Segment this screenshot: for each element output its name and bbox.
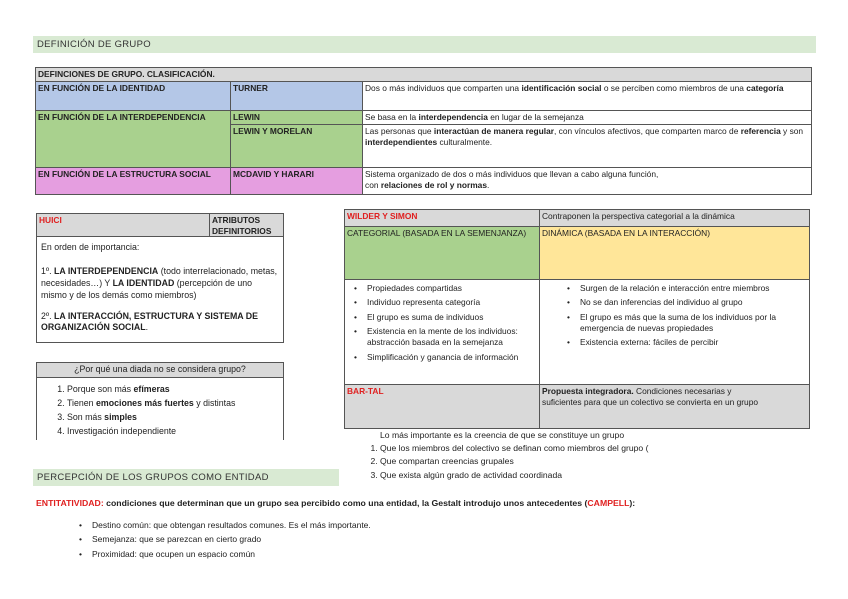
- def-bold: categoría: [746, 83, 784, 93]
- def-bold: interdependencia: [418, 112, 488, 122]
- point-bold: LA INTERDEPENDENCIA: [54, 265, 159, 276]
- author-lewin: [230, 110, 363, 125]
- diada-question: [36, 362, 284, 378]
- author-text: LEWIN: [233, 112, 260, 122]
- def-text: y son: [780, 126, 804, 136]
- def-bold: referencia: [740, 126, 781, 136]
- definition-lewin-morelan: [362, 124, 812, 168]
- author-turner: [230, 81, 363, 111]
- categorial-list: [347, 283, 535, 363]
- definitions-table: [35, 67, 815, 195]
- table-header: [35, 67, 812, 82]
- list-item: 1. Que los miembros del colectivo se definan como miembros del grupo (: [380, 443, 770, 455]
- diada-box: [36, 362, 284, 440]
- list-item: • Individuo representa categoría: [367, 297, 535, 308]
- wilder-desc: [539, 209, 810, 227]
- atributos-text: ATRIBUTOS DEFINITORIOS: [212, 215, 272, 237]
- bartal-desc-text: Condiciones necesarias y suficientes para que un colectivo se convierta en un grupo: [542, 386, 759, 408]
- category-text: EN FUNCIÓN DE LA ESTRUCTURA SOCIAL: [38, 169, 211, 179]
- categorial-list-cell: [344, 279, 540, 385]
- point-num: 2º.: [41, 310, 54, 321]
- table-header-text: DEFINCIONES DE GRUPO. CLASIFICACIÓN.: [38, 69, 215, 79]
- def-text: Dos o más individuos que comparten una: [365, 83, 522, 93]
- definition-turner: [362, 81, 812, 111]
- huici-atributos: [209, 213, 284, 237]
- item-bold: efímeras: [133, 384, 170, 394]
- diada-item: [67, 384, 281, 396]
- dinamica-header: [539, 226, 810, 280]
- dinamica-list-cell: [539, 279, 810, 385]
- def-bold: interactúan de manera regular: [433, 126, 555, 136]
- category-identidad: [35, 81, 231, 111]
- section-title-text: DEFINICIÓN DE GRUPO: [37, 39, 151, 50]
- author-text: MCDAVID Y HARARI: [233, 169, 314, 179]
- point-num: 1º.: [41, 265, 54, 276]
- huici-box: [36, 213, 284, 343]
- point-text: .: [145, 322, 149, 333]
- categorial-header-text: CATEGORIAL (BASADA EN LA SEMENJANZA): [347, 228, 527, 238]
- entitatividad-line: [36, 498, 816, 512]
- author-text: TURNER: [233, 83, 268, 93]
- point-bold: LA IDENTIDAD: [112, 277, 175, 288]
- item-text: Investigación independiente: [67, 425, 177, 436]
- def-text: en lugar de la semejanza: [487, 112, 584, 122]
- categorial-header: [344, 226, 540, 280]
- list-item: • Propiedades compartidas: [367, 283, 535, 294]
- huici-point-2: [41, 311, 279, 335]
- bartal-intro: Lo más importante es la creencia de que se constituye un grupo: [380, 430, 625, 440]
- def-text: Sistema organizado de dos o más individuos que llevan a cabo alguna función, con: [365, 169, 659, 191]
- wilder-desc-text: Contraponen la perspectiva categorial a la dinámica: [542, 211, 735, 221]
- def-text: Se basa en la: [365, 112, 419, 122]
- diada-item: [67, 426, 281, 438]
- wilder-title-text: WILDER Y SIMON: [347, 211, 418, 221]
- def-bold: interdependientes: [365, 137, 438, 148]
- entitatividad-text: condiciones que determinan que un grupo sea percibido como una entidad, la Gestalt introdujo unos antecedentes (: [103, 498, 588, 508]
- definition-mcdavid: [362, 167, 812, 195]
- wilder-title: [344, 209, 540, 227]
- category-text: EN FUNCIÓN DE LA IDENTIDAD: [38, 83, 166, 93]
- list-item: • Existencia en la mente de los individuos: abstracción basada en la semejanza: [367, 326, 535, 349]
- list-item: • Semejanza: que se parezcan en cierto grado: [92, 534, 672, 545]
- huici-point-1: [41, 266, 279, 302]
- list-item: 3. Que exista algún grado de actividad coordinada: [380, 470, 770, 482]
- wilder-simon-table: [344, 209, 810, 429]
- huici-title-text: HUICI: [39, 215, 62, 225]
- category-interdependencia: [35, 110, 231, 168]
- diada-list-cell: [36, 377, 284, 440]
- list-item: • No se dan inferencias del individuo al grupo: [580, 297, 789, 308]
- def-text: .: [486, 180, 490, 191]
- entitatividad-end: ):: [629, 498, 636, 508]
- entitatividad-ref: CAMPELL: [587, 498, 630, 508]
- item-bold: emociones más fuertes: [96, 397, 194, 408]
- author-lewin-morelan: [230, 124, 363, 168]
- huici-intro: En orden de importancia:: [41, 242, 140, 252]
- list-item: • Simplificación y ganancia de información: [367, 352, 535, 363]
- dinamica-header-text: DINÁMICA (BASADA EN LA INTERACCIÓN): [542, 228, 710, 238]
- bartal-list: [350, 443, 770, 482]
- bartal-title: [344, 384, 540, 429]
- huici-title: [36, 213, 210, 237]
- category-text: EN FUNCIÓN DE LA INTERDEPENDENCIA: [38, 112, 206, 122]
- entitatividad-list-wrap: [72, 520, 672, 570]
- list-item: • Proximidad: que ocupen un espacio común: [92, 549, 672, 560]
- list-item: 2. Que compartan creencias grupales: [380, 456, 770, 468]
- list-item: • Destino común: que obtengan resultados comunes. Es el más importante.: [92, 520, 672, 531]
- def-text: culturalmente.: [437, 137, 493, 148]
- list-item: • El grupo es suma de individuos: [367, 312, 535, 323]
- section-title-text: PERCEPCIÓN DE LOS GRUPOS COMO ENTIDAD: [37, 472, 269, 483]
- diada-item: [67, 412, 281, 424]
- diada-question-text: ¿Por qué una diada no se considera grupo?: [74, 364, 246, 374]
- huici-content: [36, 236, 284, 343]
- point-bold: LA INTERACCIÓN, ESTRUCTURA Y SISTEMA DE ORGANIZACIÓN SOCIAL: [41, 310, 258, 333]
- list-item: • Existencia externa: fáciles de percibir: [580, 337, 789, 348]
- entitatividad-label: ENTITATIVIDAD:: [36, 498, 104, 508]
- item-bold: simples: [104, 411, 137, 422]
- bartal-desc-bold: Propuesta integradora.: [542, 386, 634, 396]
- author-text: LEWIN Y MORELAN: [233, 126, 313, 136]
- list-item: • El grupo es más que la suma de los individuos por la emergencia de nuevas propiedades: [580, 312, 789, 335]
- author-mcdavid-harari: [230, 167, 363, 195]
- entitatividad-list: [72, 520, 672, 560]
- bartal-conditions: [350, 430, 770, 485]
- point-text: (todo interrelacionado, metas, necesidades…) Y: [41, 265, 278, 288]
- def-text: , con vínculos afectivos, que comparten marco de: [554, 126, 741, 136]
- def-text: o se perciben como miembros de una: [601, 83, 747, 93]
- diada-list: [39, 384, 281, 438]
- point-text: (percepción de uno mismo y de los demás como miembros): [41, 277, 253, 300]
- definition-lewin: [362, 110, 812, 125]
- category-estructura: [35, 167, 231, 195]
- diada-item: [67, 398, 281, 410]
- section-title-definicion: [33, 36, 816, 53]
- list-item: • Surgen de la relación e interacción entre miembros: [580, 283, 789, 294]
- item-text: Son más: [67, 411, 105, 422]
- def-text: Las personas que: [365, 126, 434, 136]
- section-title-percepcion: [33, 469, 339, 486]
- item-text: y distintas: [193, 397, 236, 408]
- item-text: Tienen: [67, 397, 97, 408]
- def-bold: relaciones de rol y normas: [380, 180, 487, 191]
- def-bold: identificación social: [521, 83, 602, 93]
- dinamica-list: [542, 283, 789, 349]
- bartal-desc: [539, 384, 810, 429]
- bartal-title-text: BAR-TAL: [347, 386, 384, 396]
- item-text: Porque son más: [67, 384, 134, 394]
